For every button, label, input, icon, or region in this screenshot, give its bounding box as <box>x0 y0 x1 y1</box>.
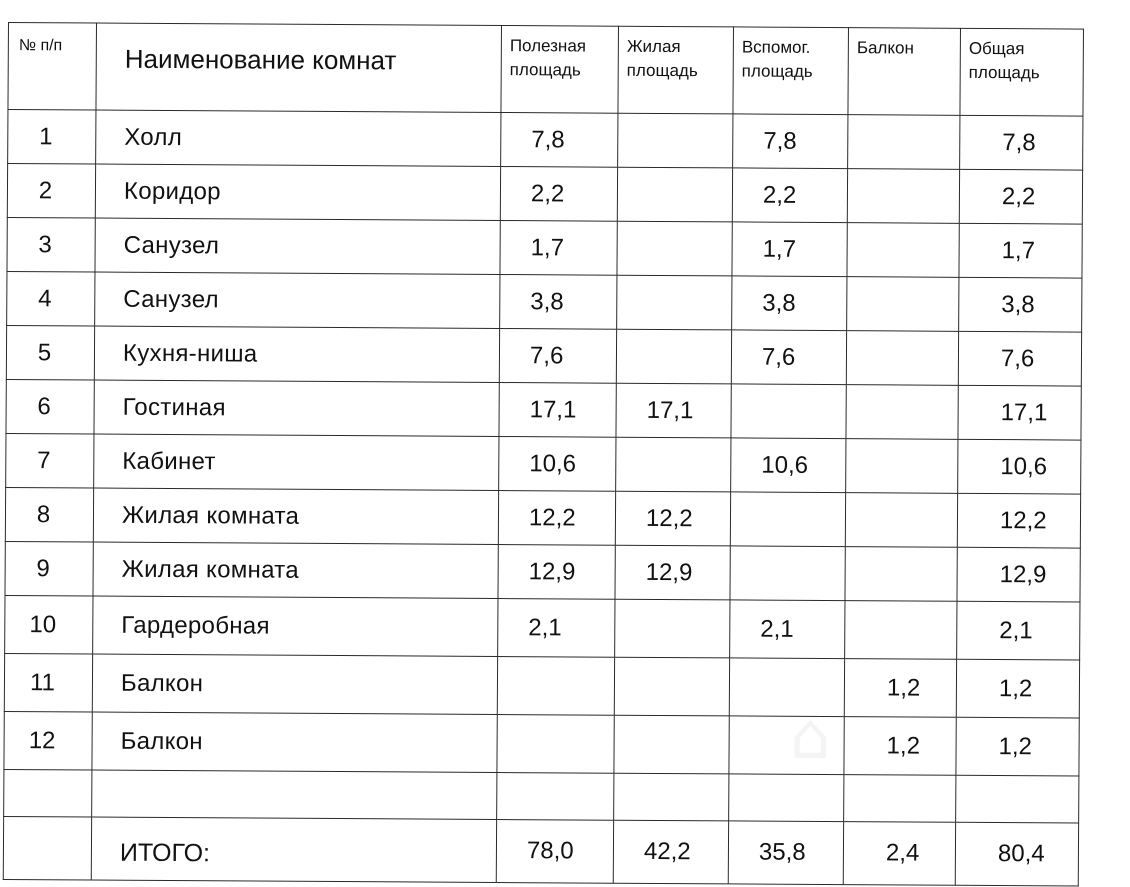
useful-area: 12,2 <box>498 491 615 546</box>
totals-balcony: 2,4 <box>843 822 955 886</box>
empty-row <box>4 769 1079 823</box>
auxiliary-area: 1,7 <box>732 222 847 277</box>
useful-area: 1,7 <box>500 221 617 276</box>
balcony-area <box>846 439 958 494</box>
header-number: № п/п <box>8 23 97 111</box>
header-total-area: Общая площадь <box>960 28 1084 116</box>
total-area: 10,6 <box>958 439 1081 494</box>
room-number: 10 <box>5 595 93 654</box>
total-area: 12,2 <box>957 493 1080 548</box>
living-area <box>617 167 732 222</box>
room-number: 9 <box>5 541 93 596</box>
living-area <box>616 437 731 492</box>
balcony-area <box>847 169 959 224</box>
room-name: Кухня-ниша <box>94 326 499 382</box>
living-area <box>615 599 730 658</box>
room-name: Коридор <box>95 164 500 220</box>
room-number: 12 <box>4 711 92 770</box>
auxiliary-area <box>729 658 844 717</box>
useful-area <box>497 657 614 716</box>
empty-cell <box>729 774 844 822</box>
table-row <box>5 595 1080 660</box>
room-name: Балкон <box>92 654 497 714</box>
header-room-name: Наименование комнат <box>96 23 502 112</box>
useful-area: 7,8 <box>501 113 618 168</box>
room-name: Санузел <box>95 272 500 328</box>
table-row <box>6 325 1081 386</box>
header-living-area: Жилая площадь <box>618 26 734 114</box>
table-row <box>4 653 1079 718</box>
useful-area: 10,6 <box>499 437 616 492</box>
totals-useful-area: 78,0 <box>496 819 613 883</box>
total-area: 1,7 <box>959 223 1082 278</box>
balcony-area <box>846 331 958 386</box>
living-area <box>616 329 731 384</box>
living-area: 12,2 <box>615 491 730 546</box>
room-name: Балкон <box>92 712 497 772</box>
empty-cell <box>4 769 92 817</box>
table-row <box>4 711 1079 776</box>
total-area: 7,8 <box>960 115 1083 170</box>
empty-cell <box>844 775 956 823</box>
auxiliary-area <box>731 384 846 439</box>
living-area <box>614 657 729 716</box>
balcony-area <box>845 547 957 602</box>
totals-label: ИТОГО: <box>91 817 496 882</box>
table-row <box>7 217 1082 278</box>
room-name: Гардеробная <box>93 596 498 656</box>
living-area <box>614 715 729 774</box>
total-area: 3,8 <box>959 277 1082 332</box>
useful-area: 3,8 <box>500 275 617 330</box>
room-number: 7 <box>6 433 94 488</box>
table-row <box>6 379 1081 440</box>
room-number: 4 <box>7 271 95 326</box>
living-area: 12,9 <box>615 545 730 600</box>
room-name: Жилая комната <box>93 488 498 544</box>
room-number: 6 <box>6 379 94 434</box>
empty-cell <box>92 770 497 819</box>
header-balcony: Балкон <box>848 28 961 116</box>
living-area <box>617 275 732 330</box>
room-number: 8 <box>5 487 93 542</box>
table-row <box>7 271 1082 332</box>
room-name: Гостиная <box>94 380 499 436</box>
living-area: 17,1 <box>616 383 731 438</box>
living-area <box>617 221 732 276</box>
room-number: 3 <box>7 217 95 272</box>
total-area: 17,1 <box>958 385 1081 440</box>
header-useful-area: Полезная площадь <box>501 26 619 114</box>
table-header-row <box>8 23 1084 117</box>
empty-cell <box>614 773 729 821</box>
total-area: 2,2 <box>959 169 1082 224</box>
table-row <box>8 110 1083 171</box>
total-area: 7,6 <box>958 331 1081 386</box>
auxiliary-area: 3,8 <box>732 276 847 331</box>
room-name: Кабинет <box>94 434 499 490</box>
room-number: 5 <box>6 325 94 380</box>
auxiliary-area: 7,6 <box>731 330 846 385</box>
balcony-area <box>847 277 959 332</box>
totals-row <box>3 816 1078 886</box>
table-row <box>7 164 1082 225</box>
room-number: 11 <box>4 653 92 712</box>
useful-area: 7,6 <box>499 329 616 384</box>
header-auxiliary-area: Вспомог. площадь <box>733 27 849 115</box>
auxiliary-area <box>730 492 845 547</box>
balcony-area <box>848 115 960 170</box>
room-name: Санузел <box>95 218 500 274</box>
balcony-area: 1,2 <box>844 717 956 776</box>
totals-number-cell <box>3 816 91 880</box>
balcony-area <box>846 385 958 440</box>
totals-auxiliary-area: 35,8 <box>728 821 843 885</box>
floor-area-sheet <box>3 22 1088 868</box>
balcony-area: 1,2 <box>844 659 956 718</box>
useful-area: 12,9 <box>498 545 615 600</box>
room-number: 1 <box>8 110 96 165</box>
useful-area: 2,2 <box>500 167 617 222</box>
balcony-area <box>845 601 957 660</box>
auxiliary-area: 10,6 <box>731 438 846 493</box>
table-row <box>5 541 1080 602</box>
living-area <box>618 113 733 168</box>
totals-total-area: 80,4 <box>955 822 1078 886</box>
balcony-area <box>847 223 959 278</box>
room-name: Холл <box>96 110 501 166</box>
total-area: 2,1 <box>957 601 1080 660</box>
auxiliary-area: 7,8 <box>733 114 848 169</box>
total-area: 1,2 <box>956 659 1079 718</box>
room-area-table <box>3 22 1084 887</box>
total-area: 1,2 <box>956 717 1079 776</box>
useful-area <box>497 715 614 774</box>
empty-cell <box>497 773 614 821</box>
useful-area: 17,1 <box>499 383 616 438</box>
auxiliary-area: 2,2 <box>732 168 847 223</box>
balcony-area <box>845 493 957 548</box>
table-row <box>6 433 1081 494</box>
auxiliary-area <box>729 716 844 775</box>
room-name: Жилая комната <box>93 542 498 598</box>
useful-area: 2,1 <box>498 599 615 658</box>
totals-living-area: 42,2 <box>613 820 728 884</box>
empty-cell <box>956 775 1079 823</box>
table-row <box>5 487 1080 548</box>
auxiliary-area: 2,1 <box>730 600 845 659</box>
total-area: 12,9 <box>957 547 1080 602</box>
room-number: 2 <box>7 164 95 219</box>
auxiliary-area <box>730 546 845 601</box>
